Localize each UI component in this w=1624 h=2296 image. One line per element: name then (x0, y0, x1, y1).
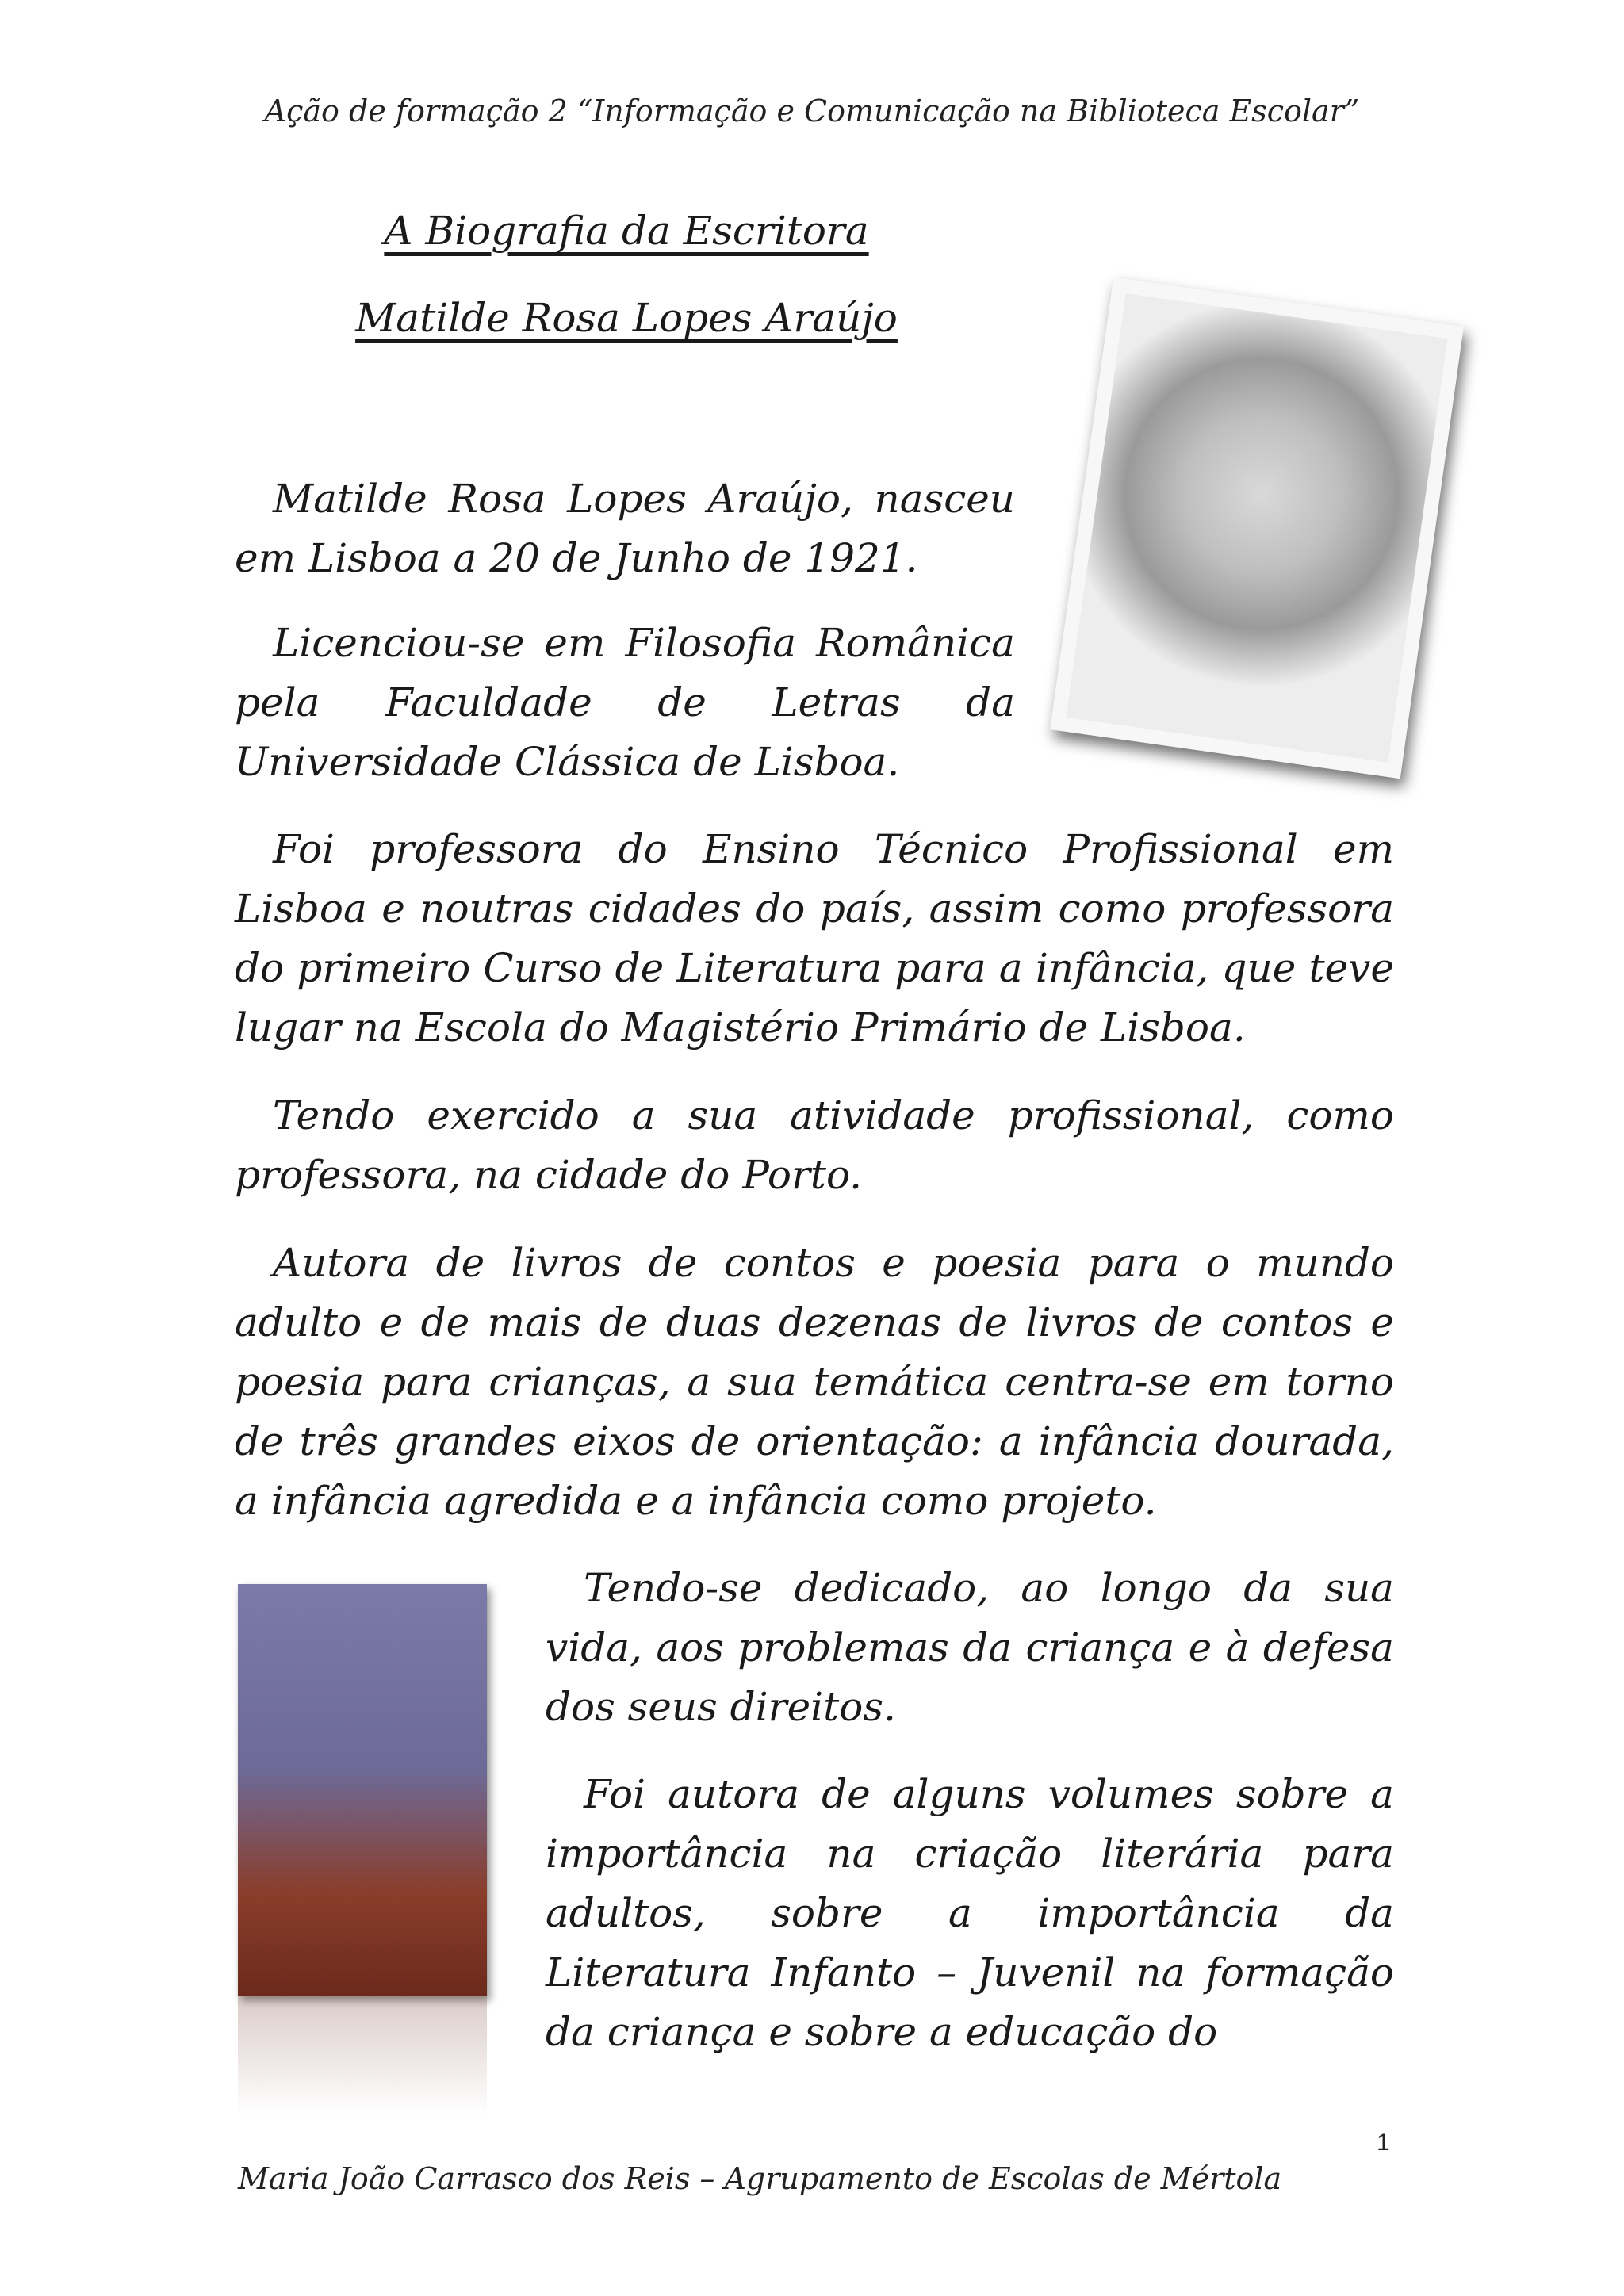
paragraph-teaching: Foi professora do Ensino Técnico Profissional em Lisboa e noutras cidades do país, assim como professora do primeiro Curso de Literatura para a infância, que teve lugar na Escola do Magistério Primário de Lisboa. (235, 826, 1394, 1050)
portrait-young-photo (1050, 277, 1464, 779)
paragraph-child-rights: Tendo-se dedicado, ao longo da sua vida, aos problemas da criança e à defesa dos seus direitos. (546, 1565, 1394, 1730)
title-line-2: Matilde Rosa Lopes Araújo (355, 295, 898, 341)
portrait-elder-photo (238, 1584, 487, 1996)
page-footer: Maria João Carrasco dos Reis – Agrupamento de Escolas de Mértola (238, 2161, 1282, 2196)
page-number: 1 (1377, 2130, 1390, 2156)
page-header: Ação de formação 2 “Informação e Comunicação na Biblioteca Escolar” (264, 94, 1360, 128)
photo-reflection (238, 1996, 487, 2115)
paragraph-birth: Matilde Rosa Lopes Araújo, nasceu em Lisboa a 20 de Junho de 1921. (235, 476, 1015, 581)
title-line-1: A Biografia da Escritora (384, 208, 869, 254)
paragraph-education: Licenciou-se em Filosofia Românica pela Faculdade de Letras da Universidade Clássica de Lisboa. (235, 620, 1015, 785)
paragraph-porto: Tendo exercido a sua atividade profissional, como professora, na cidade do Porto. (235, 1093, 1394, 1198)
paragraph-author: Autora de livros de contos e poesia para o mundo adulto e de mais de duas dezenas de livros de contos e poesia para crianças, a sua temática centra-se em torno de três grandes eixos de orientação: a infância dourada, a infância agredida e a infância como projeto. (235, 1240, 1394, 1524)
paragraph-volumes: Foi autora de alguns volumes sobre a importância na criação literária para adultos, sobre a importância da Literatura Infanto – Juvenil na formação da criança e sobre a educação do (546, 1771, 1394, 2055)
